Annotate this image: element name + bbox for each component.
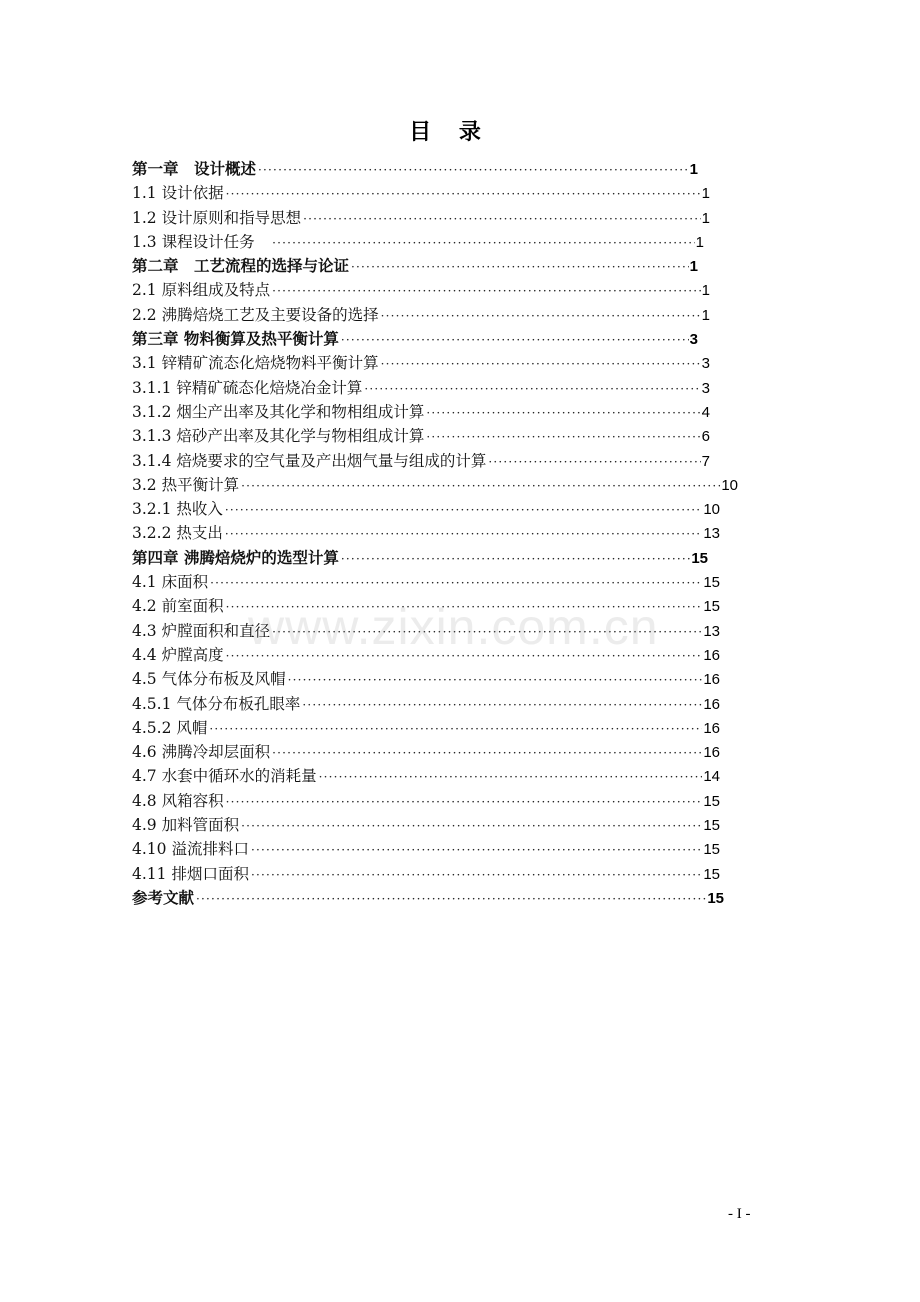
toc-leader-dots [258,158,689,181]
toc-entry-page: 15 [691,549,708,567]
toc-entry-label: 3.2.2 热支出 [132,524,223,543]
toc-leader-dots [226,182,701,205]
toc-entry-label: 4.4 炉膛高度 [132,645,224,664]
toc-leader-dots [251,863,702,886]
toc-entry-label: 3.1.1 锌精矿硫态化焙烧冶金计算 [132,378,363,397]
toc-leader-dots [272,279,701,302]
toc-entry-label: 4.9 加料管面积 [132,816,240,835]
toc-entry-label: 参考文献 [132,888,195,907]
toc-leader-dots [241,814,702,837]
toc-entry-label: 3.1.2 烟尘产出率及其化学和物相组成计算 [132,402,425,421]
toc-entry-label: 第三章 物料衡算及热平衡计算 [132,330,339,349]
toc-entry-page: 13 [703,525,720,543]
toc-entry-label: 4.3 炉膛面积和直径 [132,621,271,640]
toc-entry-label: 1.2 设计原则和指导思想 [132,208,302,227]
toc-leader-dots [288,668,703,691]
toc-section-entry[interactable] [132,376,710,400]
toc-entry-page: 1 [701,306,710,324]
toc-entry-page: 3 [689,331,698,349]
toc-section-entry[interactable] [132,473,738,497]
toc-section-entry[interactable] [132,862,720,886]
toc-entry-label: 3.1.3 焙砂产出率及其化学与物相组成计算 [132,427,425,446]
toc-leader-dots [225,522,702,545]
toc-leader-dots [426,425,700,448]
toc-section-entry[interactable] [132,764,720,788]
toc-entry-label: 2.1 原料组成及特点 [132,281,271,300]
toc-entry-label: 4.7 水套中循环水的消耗量 [132,767,317,786]
toc-entry-label: 第四章 沸腾焙烧炉的选型计算 [132,548,339,567]
toc-entry-page: 15 [703,598,720,616]
toc-entry-page: 1 [689,161,698,178]
toc-entry-label: 第二章 工艺流程的选择与论证 [132,257,350,276]
toc-entry-page: 16 [703,671,720,689]
toc-entry-page: 10 [721,476,738,494]
watermark: www.zixin.com.cn [248,599,659,655]
toc-entry-label: 1.1 设计依据 [132,184,224,203]
toc-entry-label: 4.10 溢流排料口 [132,840,249,859]
toc-chapter-entry[interactable] [132,327,698,351]
toc-chapter-entry[interactable] [132,157,698,181]
toc-entry-label: 4.11 排烟口面积 [132,864,249,883]
toc-entry-page: 1 [689,258,698,276]
toc-entry-page: 3 [701,355,710,373]
toc-entry-page: 13 [703,622,720,640]
toc-entry-page: 1 [701,282,710,300]
toc-entry-page: 15 [703,792,720,810]
toc-chapter-entry[interactable] [132,546,708,570]
toc-section-entry[interactable] [132,303,710,327]
toc-entry-page: 14 [703,768,720,786]
toc-leader-dots [341,547,690,570]
toc-leader-dots [226,644,703,667]
toc-section-entry[interactable] [132,278,710,302]
toc-entry-label: 4.6 沸腾冷却层面积 [132,743,271,762]
toc-section-entry[interactable] [132,692,720,716]
toc-section-entry[interactable] [132,619,720,643]
toc-entry-page: 10 [703,501,720,519]
toc-section-entry[interactable] [132,497,720,521]
toc-leader-dots [319,765,703,788]
toc-entry-label: 3.1 锌精矿流态化焙烧物料平衡计算 [132,354,379,373]
toc-entry-label: 4.1 床面积 [132,573,209,592]
toc-entry-label: 4.5 气体分布板及风帽 [132,670,286,689]
toc-section-entry[interactable] [132,813,720,837]
toc-entry-page: 15 [707,889,724,907]
toc-entry-label: 3.2 热平衡计算 [132,475,240,494]
toc-leader-dots [210,571,702,594]
page-number: - I - [728,1206,751,1222]
toc-entry-page: 1 [701,209,710,227]
toc-chapter-entry[interactable] [132,254,698,278]
toc-section-entry[interactable] [132,789,720,813]
toc-section-entry[interactable] [132,424,710,448]
toc-entry-label: 4.2 前室面积 [132,597,224,616]
toc-entry-label: 4.8 风箱容积 [132,791,224,810]
toc-leader-dots [426,401,700,424]
toc-leader-dots [272,620,702,643]
toc-entry-page: 7 [701,452,710,470]
toc-leader-dots [302,693,702,716]
toc-entry-label: 4.5.1 气体分布板孔眼率 [132,694,301,713]
toc-entry-label: 4.5.2 风帽 [132,718,208,737]
toc-chapter-entry[interactable] [132,886,724,910]
toc-leader-dots [272,231,695,254]
toc-section-entry[interactable] [132,594,720,618]
toc-leader-dots [226,790,703,813]
toc-leader-dots [196,887,706,910]
page-title: 目 录 [409,120,491,145]
toc-leader-dots [225,498,702,521]
toc-section-entry[interactable] [132,667,720,691]
toc-leader-dots [364,377,700,400]
toc-entry-page: 15 [703,817,720,835]
toc-entry-page: 16 [703,719,720,737]
toc-section-entry[interactable] [132,837,720,861]
toc-section-entry[interactable] [132,740,720,764]
toc-section-entry[interactable] [132,716,720,740]
toc-section-entry[interactable] [132,570,720,594]
toc-leader-dots [381,352,701,375]
toc-section-entry[interactable] [132,181,710,205]
toc-entry-page: 16 [703,646,720,664]
table-of-contents [132,157,742,910]
toc-entry-page: 1 [701,185,710,203]
toc-section-entry[interactable] [132,351,710,375]
toc-leader-dots [351,255,689,278]
toc-leader-dots [226,595,703,618]
toc-entry-page: 15 [703,841,720,859]
toc-entry-label: 3.1.4 焙烧要求的空气量及产出烟气量与组成的计算 [132,451,487,470]
toc-entry-page: 15 [703,865,720,883]
toc-leader-dots [341,328,689,351]
toc-entry-label: 1.3 课程设计任务 [132,232,271,251]
toc-entry-label: 3.2.1 热收入 [132,500,223,519]
toc-entry-page: 1 [695,233,704,251]
toc-entry-page: 6 [701,428,710,446]
toc-entry-page: 4 [701,403,710,421]
toc-entry-label: 第一章 设计概述 [132,160,257,178]
toc-section-entry[interactable] [132,400,710,424]
toc-leader-dots [251,838,702,861]
toc-section-entry[interactable] [132,521,720,545]
toc-section-entry[interactable] [132,449,710,473]
toc-leader-dots [488,450,700,473]
toc-leader-dots [209,717,702,740]
toc-entry-page: 16 [703,695,720,713]
toc-entry-page: 16 [703,744,720,762]
toc-leader-dots [303,207,701,230]
toc-entry-page: 3 [701,379,710,397]
toc-section-entry[interactable] [132,206,710,230]
toc-section-entry[interactable] [132,643,720,667]
toc-leader-dots [381,304,701,327]
toc-section-entry[interactable] [132,230,704,254]
toc-entry-label: 2.2 沸腾焙烧工艺及主要设备的选择 [132,305,379,324]
toc-leader-dots [272,741,702,764]
toc-entry-page: 15 [703,574,720,592]
toc-leader-dots [241,474,720,497]
